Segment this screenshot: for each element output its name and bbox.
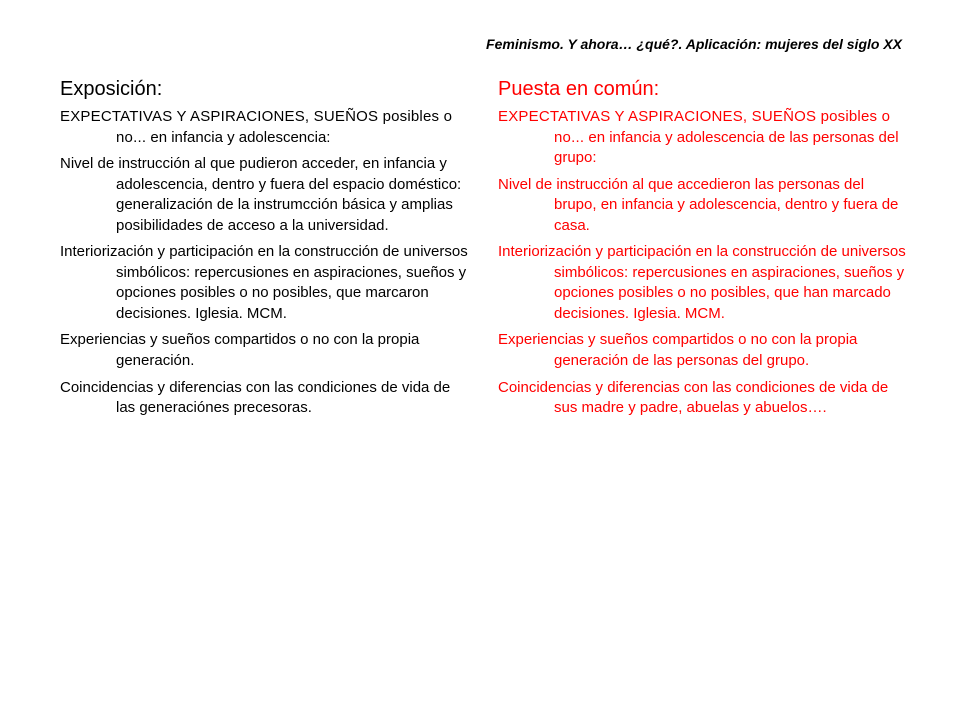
exposicion-item bbox=[60, 107, 472, 148]
slide-title: Feminismo. Y ahora… ¿qué?. Aplicación: mujeres del siglo XX bbox=[486, 36, 902, 52]
exposicion-item-text: Experiencias y sueños compartidos o no con la propia generación. bbox=[60, 331, 420, 370]
puesta-item bbox=[498, 242, 910, 324]
exposicion-item-text: en infancia y adolescencia: bbox=[146, 128, 331, 146]
exposicion-item-text: Interiorización y participación en la construcción de universos simbólicos: repercusiones en aspiraciones, sueños y opciones posibles o no posibles, que marcaron decisiones. Iglesia. MCM. bbox=[60, 243, 468, 322]
exposicion-item-text: Coincidencias y diferencias con las condiciones de vida de las generaciónes precesoras. bbox=[60, 378, 451, 417]
exposicion-item bbox=[60, 378, 472, 419]
puesta-item bbox=[498, 107, 910, 169]
exposicion-item bbox=[60, 154, 472, 236]
puesta-en-comun-column bbox=[498, 78, 910, 425]
puesta-en-comun-heading: Puesta en común: bbox=[498, 78, 660, 100]
exposicion-item bbox=[60, 330, 472, 371]
puesta-item-text: Experiencias y sueños compartidos o no con la propia generación de las personas del grupo. bbox=[498, 331, 858, 370]
exposicion-column bbox=[60, 78, 472, 425]
puesta-item-lead: EXPECTATIVAS Y ASPIRACIONES, SUEÑOS posibles o no... bbox=[498, 108, 891, 146]
puesta-item-text: Coincidencias y diferencias con las condiciones de vida de sus madre y padre, abuelas y abuelos…. bbox=[498, 378, 889, 417]
puesta-item bbox=[498, 330, 910, 371]
puesta-item bbox=[498, 378, 910, 419]
exposicion-item bbox=[60, 242, 472, 324]
exposicion-item-text: Nivel de instrucción al que pudieron acceder, en infancia y adolescencia, dentro y fuera del espacio doméstico: generalización de la instrumcción básica y amplias posibilidades de acceso a la universidad. bbox=[60, 155, 462, 234]
puesta-item-text: Nivel de instrucción al que accedieron las personas del brupo, en infancia y adolescencia, dentro y fuera de casa. bbox=[498, 175, 899, 234]
puesta-item bbox=[498, 175, 910, 237]
puesta-item-text: Interiorización y participación en la construcción de universos simbólicos: repercusiones en aspiraciones, sueños y opciones posibles o no posibles, que han marcado decisiones. Iglesia. MCM. bbox=[498, 243, 906, 322]
exposicion-heading: Exposición: bbox=[60, 78, 163, 100]
puesta-item-text: en infancia y adolescencia de las personas del grupo: bbox=[554, 128, 899, 167]
exposicion-item-lead: EXPECTATIVAS Y ASPIRACIONES, SUEÑOS posibles o no... bbox=[60, 108, 453, 146]
